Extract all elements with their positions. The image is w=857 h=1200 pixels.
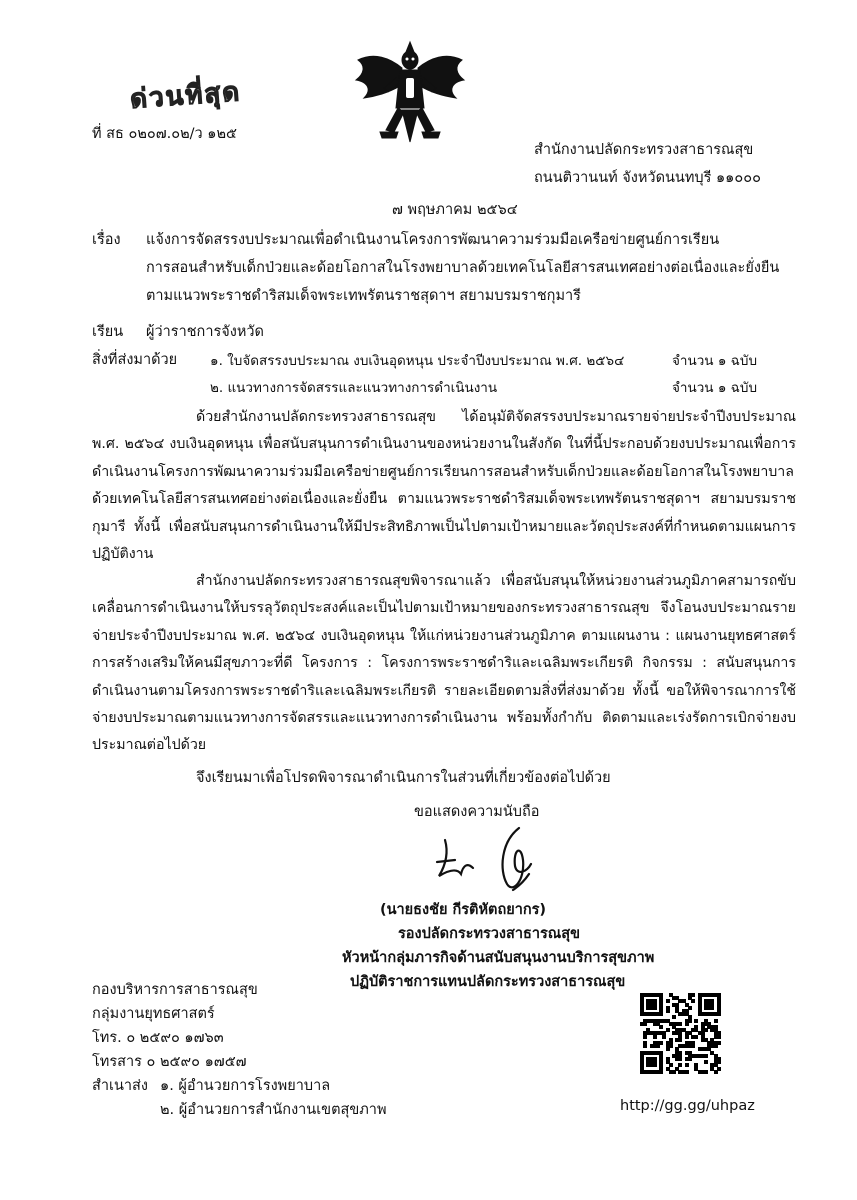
subject-label: เรื่อง	[92, 232, 121, 248]
qr-code-icon[interactable]	[640, 993, 720, 1073]
footer-phone: โทร. ๐ ๒๕๙๐ ๑๗๖๓	[92, 1030, 224, 1046]
enclosures-label: สิ่งที่ส่งมาด้วย	[92, 352, 178, 368]
subject-line: แจ้งการจัดสรรงบประมาณเพื่อดำเนินงานโครงการพัฒนาความร่วมมือเครือข่ายศูนย์การเรียน	[146, 232, 720, 248]
signer-title: ปฏิบัติราชการแทนปลัดกระทรวงสาธารณสุข	[350, 974, 626, 990]
signer-title: รองปลัดกระทรวงสาธารณสุข	[398, 926, 580, 942]
body-paragraph-3: จึงเรียนมาเพื่อโปรดพิจารณาดำเนินการในส่วนที่เกี่ยวข้องต่อไปด้วย	[196, 770, 611, 786]
office-address: ถนนติวานนท์ จังหวัดนนทบุรี ๑๑๐๐๐	[534, 170, 761, 186]
footer-url[interactable]: http://gg.gg/uhpaz	[620, 1098, 755, 1114]
enclosure-qty: จำนวน ๑ ฉบับ	[672, 353, 758, 369]
document-date: ๗ พฤษภาคม ๒๕๖๔	[392, 202, 518, 218]
enclosure-qty: จำนวน ๑ ฉบับ	[672, 380, 758, 396]
closing-regards: ขอแสดงความนับถือ	[414, 804, 540, 820]
enclosure-item: ๑. ใบจัดสรรงบประมาณ งบเงินอุดหนุน ประจำปีงบประมาณ พ.ศ. ๒๕๖๔	[210, 353, 625, 369]
footer-cc-item: ๒. ผู้อำนวยการสำนักงานเขตสุขภาพ	[160, 1102, 387, 1118]
recipient-value: ผู้ว่าราชการจังหวัด	[146, 324, 264, 340]
footer-group: กลุ่มงานยุทธศาสตร์	[92, 1006, 215, 1022]
subject-line: ตามแนวพระราชดำริสมเด็จพระเทพรัตนราชสุดาฯ สยามบรมราชกุมารี	[146, 288, 581, 304]
enclosure-item: ๒. แนวทางการจัดสรรและแนวทางการดำเนินงาน	[210, 380, 498, 396]
body-paragraph-2: สำนักงานปลัดกระทรวงสาธารณสุขพิจารณาแล้ว เพื่อสนับสนุนให้หน่วยงานส่วนภูมิภาคสามารถขับเคลื่อนการดำเนินงานให้บรรลุวัตถุประสงค์และเป็นไปตามเป้าหมายของกระทรวงสาธารณสุข จึงโอนงบประมาณรายจ่ายประจำปีงบประมาณ พ.ศ. ๒๕๖๔ งบเงินอุดหนุน ให้แก่หน่วยงานส่วนภูมิภาค ตามแผนงาน : แผนงานยุทธศาสตร์การสร้างเสริมให้คนมีสุขภาวะที่ดี โครงการ : โครงการพระราชดำริและเฉลิมพระเกียรติ กิจกรรม : สนับสนุนการดำเนินงานตามโครงการพระราชดำริและเฉลิมพระเกียรติ รายละเอียดตามสิ่งที่ส่งมาด้วย ทั้งนี้ ขอให้พิจารณาการใช้จ่ายงบประมาณตามแนวทางการจัดสรรและแนวทางการดำเนินงาน พร้อมทั้งกำกับ ติดตามและเร่งรัดการเบิกจ่ายงบประมาณต่อไปด้วย	[92, 573, 796, 754]
footer-division: กองบริหารการสาธารณสุข	[92, 982, 258, 998]
urgency-stamp: ด่วนที่สุด	[129, 77, 243, 115]
subject-line: การสอนสำหรับเด็กป่วยและด้อยโอกาสในโรงพยาบาลด้วยเทคโนโลยีสารสนเทศอย่างต่อเนื่องและยั่งยืน	[146, 260, 780, 276]
body-paragraph-1: ด้วยสำนักงานปลัดกระทรวงสาธารณสุข ได้อนุมัติจัดสรรงบประมาณรายจ่ายประจำปีงบประมาณ พ.ศ. ๒๕๖๔ งบเงินอุดหนุน เพื่อสนับสนุนการดำเนินงานของหน่วยงานในสังกัด ในที่นี้ประกอบด้วยงบประมาณเพื่อการดำเนินงานโครงการพัฒนาความร่วมมือเครือข่ายศูนย์การเรียนการสอนสำหรับเด็กป่วยและด้อยโอกาสในโรงพยาบาลด้วยเทคโนโลยีสารสนเทศอย่างต่อเนื่องและยั่งยืน ตามแนวพระราชดำริสมเด็จพระเทพรัตนราชสุดาฯ สยามบรมราชกุมารี ทั้งนี้ เพื่อสนับสนุนการดำเนินงานให้มีประสิทธิภาพเป็นไปตามเป้าหมายและวัตถุประสงค์ที่กำหนดตามแผนการปฏิบัติงาน	[92, 409, 796, 563]
footer-cc-label: สำเนาส่ง	[92, 1078, 148, 1094]
recipient-label: เรียน	[92, 324, 124, 340]
footer-cc-item: ๑. ผู้อำนวยการโรงพยาบาล	[160, 1078, 331, 1094]
office-name: สำนักงานปลัดกระทรวงสาธารณสุข	[534, 142, 754, 158]
document-number: ที่ สธ ๐๒๐๗.๐๒/ว ๑๒๕	[92, 126, 238, 142]
signature-icon	[415, 820, 555, 898]
signer-name: (นายธงชัย กีรติหัตถยากร)	[380, 902, 547, 918]
signer-title: หัวหน้ากลุ่มภารกิจด้านสนับสนุนงานบริการสุขภาพ	[342, 950, 655, 966]
footer-fax: โทรสาร ๐ ๒๕๙๐ ๑๗๕๗	[92, 1054, 247, 1070]
garuda-emblem-icon	[350, 38, 470, 146]
